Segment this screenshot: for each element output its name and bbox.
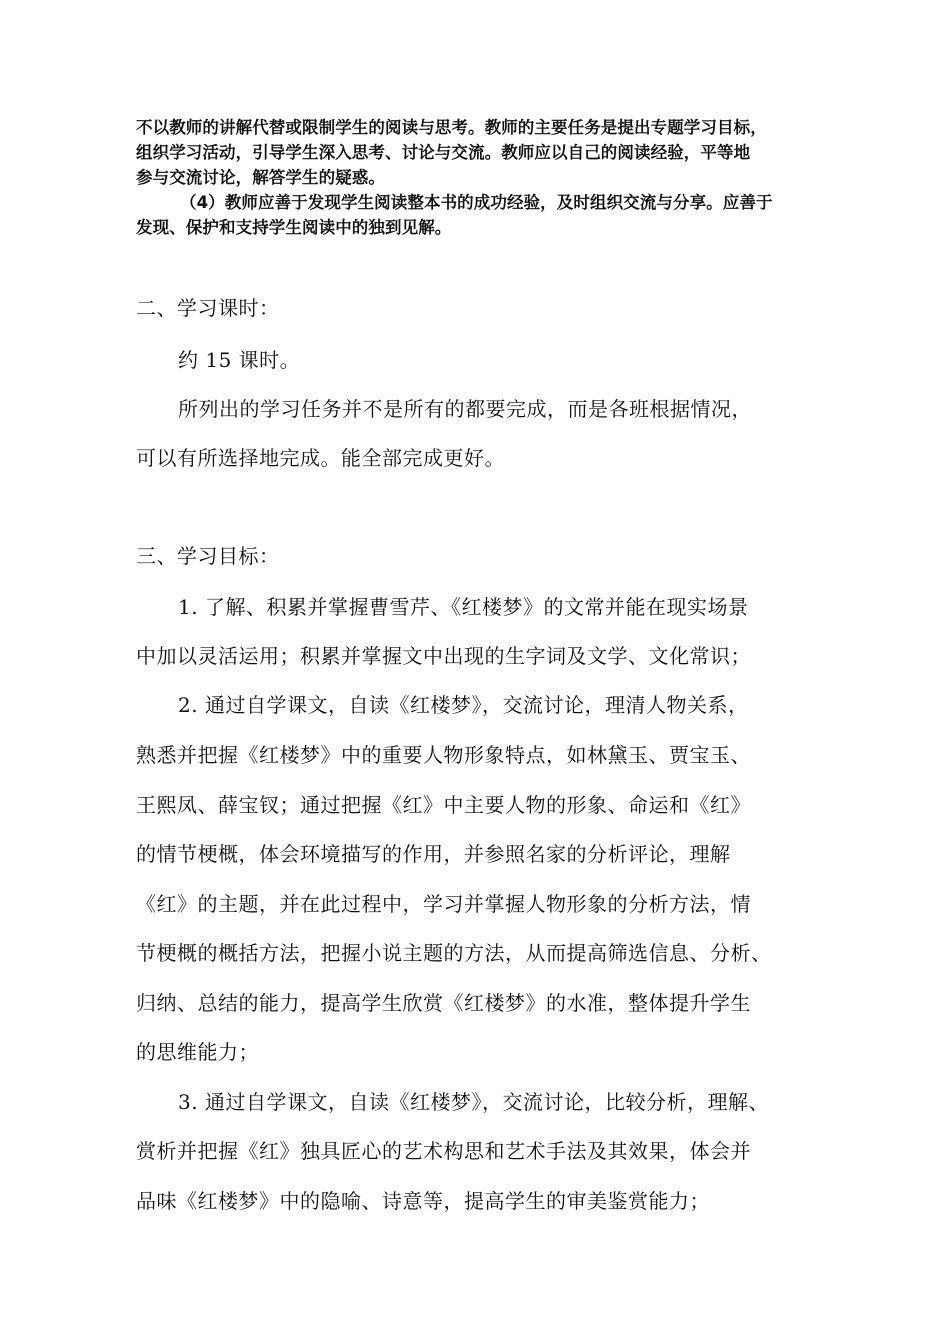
goal-2-line: 节梗概的概括方法，把握小说主题的方法，从而提高筛选信息、分析、 [136,941,772,965]
goal-2-line: 归纳、总结的能力，提高学生欣赏《红楼梦》的水准，整体提升学生 [136,991,751,1015]
goal-3-line: 3. 通过自学课文，自读《红楼梦》，交流讨论，比较分析，理解、 [178,1090,769,1114]
goal-2-line: 的情节梗概，体会环境描写的作用，并参照名家的分析评论，理解 [136,842,731,866]
goal-3-line: 品味《红楼梦》中的隐喻、诗意等，提高学生的审美鉴赏能力； [136,1189,710,1213]
goal-3-line: 赏析并把握《红》独具匠心的艺术构思和艺术手法及其效果，体会并 [136,1139,751,1163]
goal-2-line: 的思维能力； [136,1040,259,1064]
goal-1-line: 中加以灵活运用；积累并掌握文中出现的生字词及文学、文化常识； [136,644,751,668]
goal-2-line: 王熙凤、薛宝钗；通过把握《红》中主要人物的形象、命运和《红》 [136,793,751,817]
hours-note-line: 可以有所选择地完成。能全部完成更好。 [136,446,505,470]
intro-line: 参与交流讨论，解答学生的疑惑。 [136,168,385,187]
intro-line: （4）教师应善于发现学生阅读整本书的成功经验，及时组织交流与分享。应善于 [180,193,773,212]
intro-line: 组织学习活动，引导学生深入思考、讨论与交流。教师应以自己的阅读经验，平等地 [136,143,751,162]
intro-line: 不以教师的讲解代替或限制学生的阅读与思考。教师的主要任务是提出专题学习目标， [136,118,767,137]
goal-2-line: 2. 通过自学课文，自读《红楼梦》，交流讨论，理清人物关系， [178,693,749,717]
intro-line: 发现、保护和支持学生阅读中的独到见解。 [136,218,452,237]
goal-2-line: 熟悉并把握《红楼梦》中的重要人物形象特点，如林黛玉、贾宝玉、 [136,743,751,767]
section-heading-hours: 二、学习课时： [136,296,280,320]
goal-1-line: 1. 了解、积累并掌握曹雪芹、《红楼梦》的文常并能在现实场景 [178,595,749,619]
goal-2-line: 《红》的主题，并在此过程中，学习并掌握人物形象的分析方法，情 [136,892,751,916]
section-heading-goals: 三、学习目标： [136,544,280,568]
hours-value: 约 15 课时。 [178,348,301,372]
hours-note-line: 所列出的学习任务并不是所有的都要完成，而是各班根据情况， [178,397,752,421]
